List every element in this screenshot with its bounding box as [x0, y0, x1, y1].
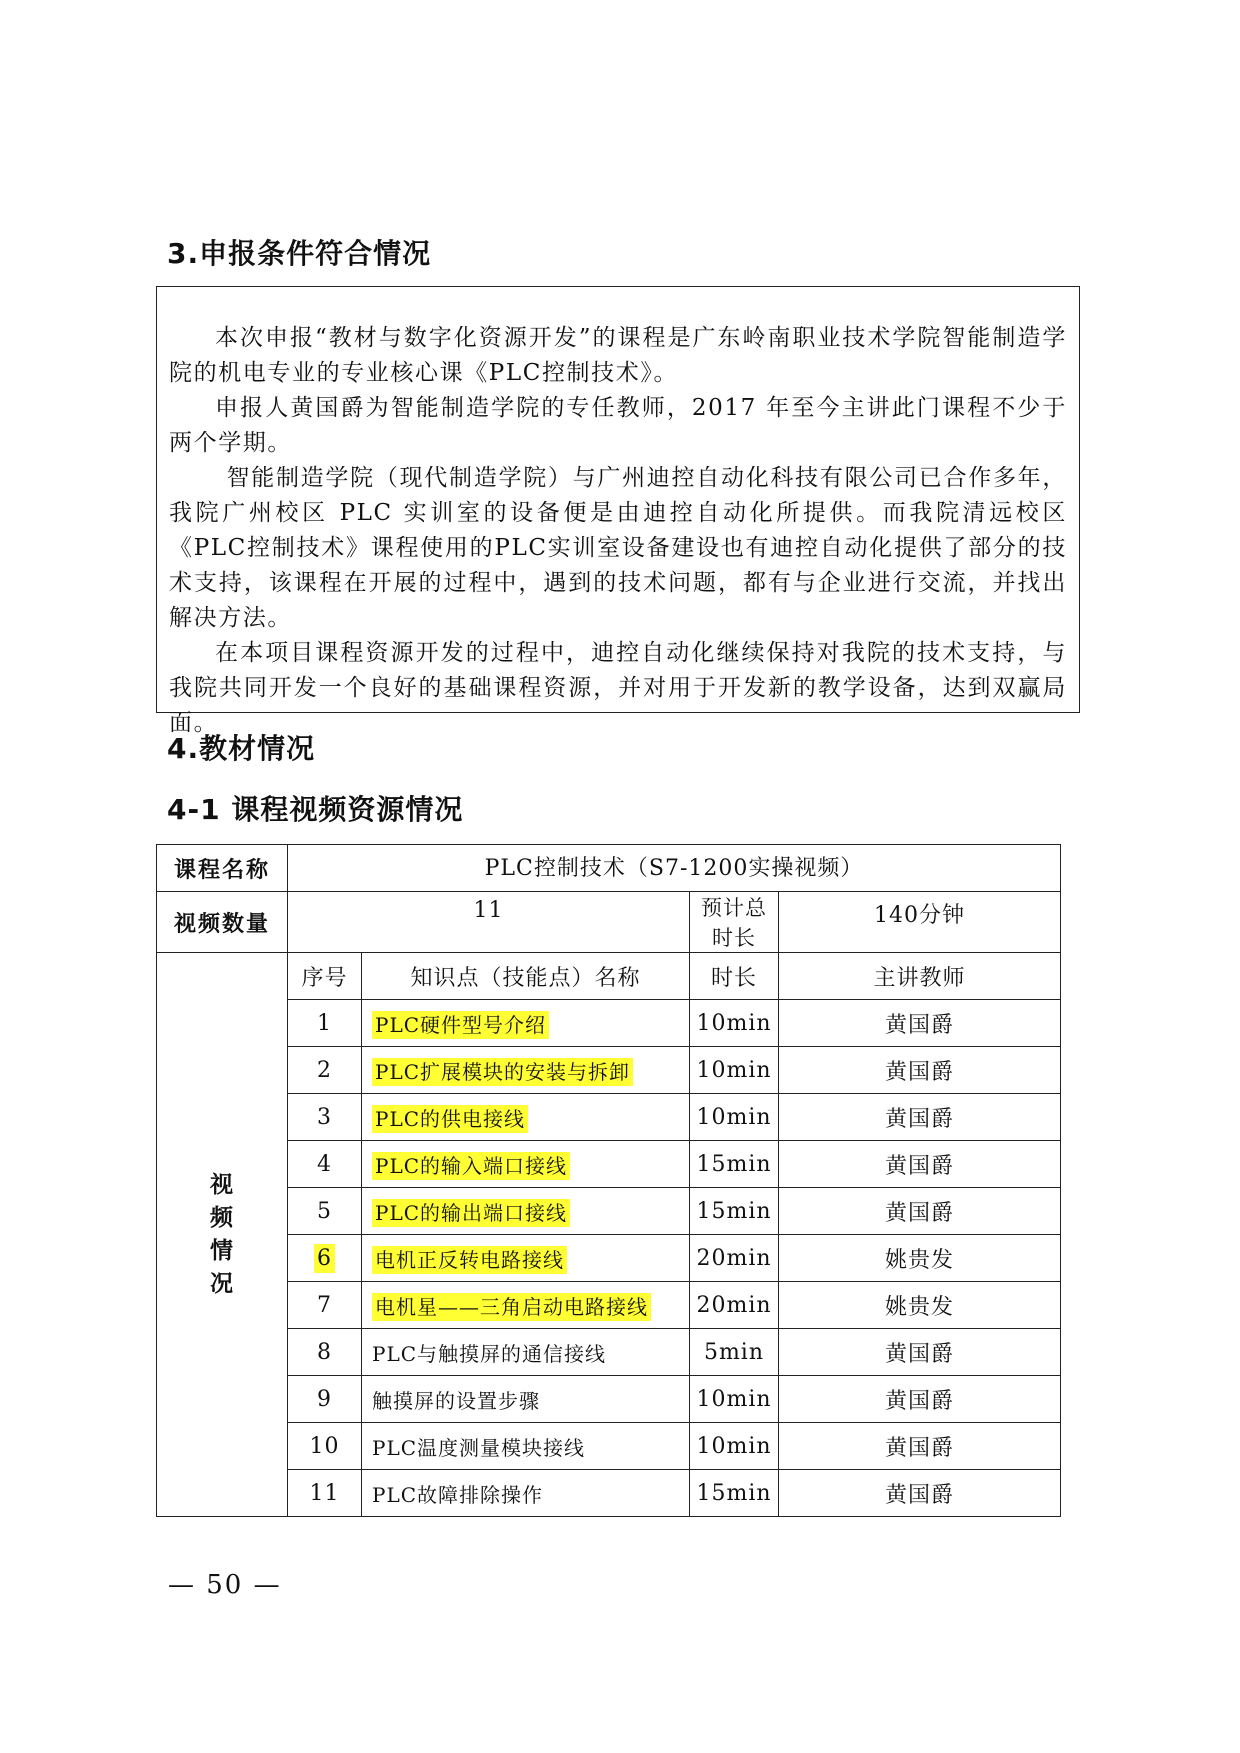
header-no: 序号: [288, 953, 362, 1000]
table-row: [157, 1141, 1061, 1188]
knowledge-point-text: PLC硬件型号介绍: [372, 1011, 549, 1039]
section-4-heading: 4.教材情况: [167, 732, 316, 765]
table-row: [157, 1329, 1061, 1376]
knowledge-point-text: 电机正反转电路接线: [372, 1246, 567, 1274]
table-row: [157, 1047, 1061, 1094]
teacher: 黄国爵: [779, 1423, 1061, 1470]
row-number-text: 11: [309, 1480, 340, 1506]
knowledge-point-name: [362, 1094, 690, 1141]
header-name: 知识点（技能点）名称: [362, 953, 690, 1000]
paragraph-1: 本次申报“教材与数字化资源开发”的课程是广东岭南职业技术学院智能制造学院的机电专业的专业核心课《PLC控制技术》。: [169, 325, 1067, 386]
teacher: 黄国爵: [779, 1000, 1061, 1047]
row-number-text: 3: [317, 1104, 332, 1130]
knowledge-point-name: [362, 1282, 690, 1329]
knowledge-point-text: PLC与触摸屏的通信接线: [372, 1341, 607, 1366]
duration: 10min: [690, 1000, 779, 1047]
row-number: [288, 1047, 362, 1094]
video-rows: [157, 953, 1061, 1517]
teacher: 黄国爵: [779, 1141, 1061, 1188]
table-row: [157, 1376, 1061, 1423]
table-row: [157, 1188, 1061, 1235]
duration: 10min: [690, 1423, 779, 1470]
row-number: [288, 1188, 362, 1235]
duration: 15min: [690, 1470, 779, 1517]
knowledge-point-text: PLC的输入端口接线: [372, 1152, 570, 1180]
row-number-text: 9: [317, 1386, 332, 1412]
table-row: [157, 1282, 1061, 1329]
paragraph-4: 在本项目课程资源开发的过程中，迪控自动化继续保持对我院的技术支持，与我院共同开发一个良好的基础课程资源，并对用于开发新的教学设备，达到双赢局面。: [169, 640, 1067, 736]
knowledge-point-name: [362, 1423, 690, 1470]
teacher: 黄国爵: [779, 1329, 1061, 1376]
total-duration-value: 140分钟: [779, 892, 1061, 953]
section-3-heading: 3.申报条件符合情况: [167, 237, 432, 270]
knowledge-point-name: [362, 1188, 690, 1235]
video-count-value: 11: [288, 892, 690, 953]
knowledge-point-text: 电机星——三角启动电路接线: [372, 1293, 651, 1321]
total-duration-label: 预计总时长: [690, 892, 779, 953]
video-section-char: 视: [210, 1171, 234, 1198]
eligibility-text-box: [156, 286, 1080, 736]
knowledge-point-name: [362, 1141, 690, 1188]
table-row: [157, 1094, 1061, 1141]
row-number-text: 6: [314, 1244, 335, 1273]
video-count-row: [157, 892, 1061, 953]
video-section-char: 频: [210, 1204, 234, 1231]
duration: 20min: [690, 1282, 779, 1329]
teacher: 黄国爵: [779, 1188, 1061, 1235]
knowledge-point-text: PLC扩展模块的安装与拆卸: [372, 1058, 633, 1086]
video-count-label: 视频数量: [157, 892, 288, 953]
paragraph-2: 申报人黄国爵为智能制造学院的专任教师，2017 年至今主讲此门课程不少于两个学期。: [169, 395, 1067, 456]
knowledge-point-text: PLC的输出端口接线: [372, 1199, 570, 1227]
teacher: 姚贵发: [779, 1282, 1061, 1329]
knowledge-point-text: 触摸屏的设置步骤: [372, 1388, 540, 1413]
row-number: [288, 1141, 362, 1188]
course-video-table: [156, 844, 1061, 1517]
row-number-text: 10: [309, 1433, 340, 1459]
duration: 10min: [690, 1094, 779, 1141]
knowledge-point-name: [362, 1000, 690, 1047]
row-number-text: 7: [317, 1292, 332, 1318]
course-name-row: [157, 845, 1061, 892]
row-number-text: 1: [317, 1010, 332, 1036]
duration: 10min: [690, 1047, 779, 1094]
page-number: — 50 —: [168, 1570, 282, 1600]
knowledge-point-name: [362, 1329, 690, 1376]
teacher: 黄国爵: [779, 1094, 1061, 1141]
row-number-text: 5: [317, 1198, 332, 1224]
video-section-char: 情: [210, 1237, 234, 1264]
knowledge-point-name: [362, 1376, 690, 1423]
knowledge-point-name: [362, 1047, 690, 1094]
duration: 15min: [690, 1141, 779, 1188]
table-row: [157, 1470, 1061, 1517]
duration: 20min: [690, 1235, 779, 1282]
duration: 5min: [690, 1329, 779, 1376]
row-number: [288, 1376, 362, 1423]
row-number: [288, 1470, 362, 1517]
duration: 15min: [690, 1188, 779, 1235]
course-name-label: 课程名称: [157, 845, 288, 892]
section-4-1-heading: 4-1 课程视频资源情况: [167, 793, 464, 826]
table-row: [157, 1235, 1061, 1282]
row-number-text: 2: [317, 1057, 332, 1083]
duration: 10min: [690, 1376, 779, 1423]
video-header-row: [157, 953, 1061, 1000]
row-number: [288, 1000, 362, 1047]
row-number-text: 8: [317, 1339, 332, 1365]
row-number: [288, 1282, 362, 1329]
teacher: 姚贵发: [779, 1235, 1061, 1282]
row-number: [288, 1329, 362, 1376]
row-number: [288, 1235, 362, 1282]
knowledge-point-name: [362, 1470, 690, 1517]
video-section-label: [157, 953, 288, 1517]
knowledge-point-text: PLC温度测量模块接线: [372, 1435, 586, 1460]
teacher: 黄国爵: [779, 1047, 1061, 1094]
header-duration: 时长: [690, 953, 779, 1000]
teacher: 黄国爵: [779, 1470, 1061, 1517]
knowledge-point-text: PLC的供电接线: [372, 1105, 528, 1133]
paragraph-3: 智能制造学院（现代制造学院）与广州迪控自动化科技有限公司已合作多年，我院广州校区 PLC 实训室的设备便是由迪控自动化所提供。而我院清远校区《PLC控制技术》课程使用的PLC实训室设备建设也有迪控自动化提供了部分的技术支持，该课程在开展的过程中，遇到的技术问题，都有与企业进行交流，并找出解决方法。: [169, 465, 1067, 631]
table-row: [157, 1000, 1061, 1047]
course-name-value: PLC控制技术（S7-1200实操视频）: [288, 845, 1061, 892]
table-row: [157, 1423, 1061, 1470]
row-number: [288, 1094, 362, 1141]
row-number: [288, 1423, 362, 1470]
teacher: 黄国爵: [779, 1376, 1061, 1423]
header-teacher: 主讲教师: [779, 953, 1061, 1000]
knowledge-point-text: PLC故障排除操作: [372, 1482, 544, 1507]
row-number-text: 4: [317, 1151, 332, 1177]
knowledge-point-name: [362, 1235, 690, 1282]
video-section-char: 况: [210, 1270, 234, 1297]
